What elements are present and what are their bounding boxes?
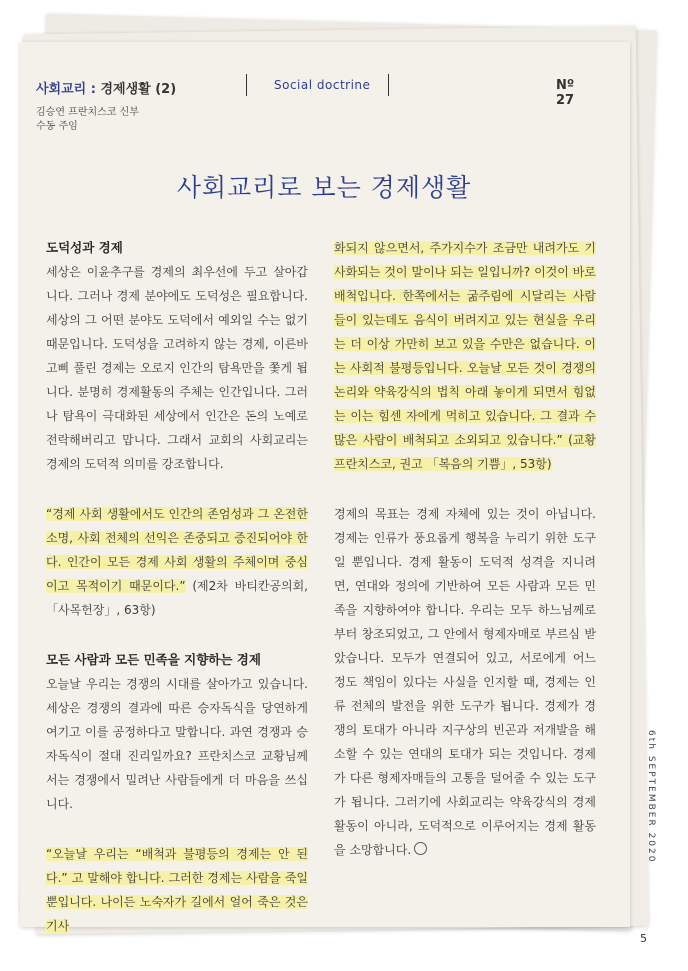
header-bar [36, 70, 596, 108]
highlighted-quote: “경제 사회 생활에서도 인간의 존엄성과 그 온전한 소명, 사회 전체의 선익은 존중되고 증진되어야 한다. 인간이 모든 경제 사회 생활의 주체이며 중심이고 목적이기 때문이다.” [46, 507, 308, 593]
page-number: 5 [640, 932, 647, 945]
end-mark-icon [414, 842, 427, 855]
quote-paragraph [46, 842, 308, 938]
highlighted-quote: “오늘날 우리는 “배척과 불평등의 경제는 안 된다.” 고 말해야 합니다. 그러한 경제는 사람을 죽일 뿐입니다. 나이든 노숙자가 길에서 얼어 죽은 것은 기사 [46, 847, 308, 933]
quote-paragraph [46, 502, 308, 622]
quote-source: (제2차 바티칸공의회, 「사목헌장」, 63항) [46, 579, 308, 617]
article-title: 사회교리로 보는 경제생활 [176, 173, 472, 202]
highlighted-quote: 화되지 않으면서, 주가지수가 조금만 내려가도 기사화되는 것이 말이나 되는 일입니까? 이것이 바로 배척입니다. 한쪽에서는 굶주림에 시달리는 사람들이 있는데도 음식이 버려지고 있는 현실을 우리는 더 이상 가만히 보고 있을 수만은 없습니다. 이는 사회적 불평등입니다. 오늘날 모든 것이 경쟁의 논리와 약육강식의 법칙 아래 놓이게 되면서 힘없는 이는 힘센 자에게 먹히고 있습니다. 그 결과 수많은 사람이 배척되고 소외되고 있습니다.” (교황 프란치스코, 권고 「복음의 기쁨」, 53항) [334, 241, 596, 471]
section-heading: 도덕성과 경제 [46, 240, 123, 255]
section-label [36, 78, 176, 97]
body-text: 경제의 목표는 경제 자체에 있는 것이 아닙니다. 경제는 인류가 풍요롭게 행복을 누리기 위한 도구일 뿐입니다. 경제 활동이 도덕적 성격을 지니려면, 연대와 정의에 기반하여 모든 사람과 모든 민족을 지향하여야 합니다. 우리는 모두 하느님께로부터 창조되었고, 그 안에서 형제자매로 부르심 받았습니다. 모두가 연결되어 있고, 서로에게 어느 정도 책임이 있다는 사실을 인지할 때, 경제는 인류 전체의 발전을 위한 도구가 됩니다. 경제가 경쟁의 토대가 아니라 지구상의 빈곤과 저개발을 해소할 수 있는 연대의 토대가 되는 것입니다. 경제가 다른 형제자매들의 고통을 덜어줄 수 있는 도구가 됩니다. 그러기에 사회교리는 약육강식의 경제 활동이 아니라, 도덕적으로 이루어지는 경제 활동을 소망합니다. [334, 507, 596, 857]
side-date: 6th SEPTEMBER 2020 [646, 730, 656, 864]
section-topic: 경제생활 (2) [100, 82, 177, 97]
header-divider [246, 74, 247, 96]
header-divider [388, 74, 389, 96]
author-role: 수동 주임 [36, 121, 78, 132]
category-label: Social doctrine [274, 78, 371, 92]
section-heading: 모든 사람과 모든 민족을 지향하는 경제 [46, 652, 261, 667]
body-paragraph [334, 502, 596, 862]
author-block [36, 106, 139, 134]
left-column [46, 236, 308, 938]
body-paragraph: 세상은 이윤추구를 경제의 최우선에 두고 살아갑니다. 그러나 경제 분야에도 도덕성은 필요합니다. 세상의 그 어떤 분야도 도덕에서 예외일 수는 없기 때문입니다. 도덕성을 고려하지 않는 경제, 이른바 고삐 풀린 경제는 오로지 인간의 탐욕만을 쫓게 됩니다. 분명히 경제활동의 주체는 인간입니다. 그러나 탐욕이 극대화된 세상에서 인간은 돈의 노예로 전락해버리고 맙니다. 그래서 교회의 사회교리는 경제의 도덕적 의미를 강조합니다. [46, 265, 308, 471]
author-name: 김승연 프란치스코 신부 [36, 107, 139, 118]
section-name: 사회교리 : [36, 82, 101, 97]
body-paragraph: 오늘날 우리는 경쟁의 시대를 살아가고 있습니다. 세상은 경쟁의 결과에 따른 승자독식을 당연하게 여기고 이를 공정하다고 말합니다. 과연 경쟁과 승자독식이 절대 진리일까요? 프란치스코 교황님께서는 경쟁에서 밀려난 사람들에게 더 마음을 쓰십니다. [46, 677, 308, 811]
issue-number: Nº 27 [556, 78, 575, 108]
quote-paragraph [334, 236, 596, 476]
right-column [334, 236, 596, 862]
